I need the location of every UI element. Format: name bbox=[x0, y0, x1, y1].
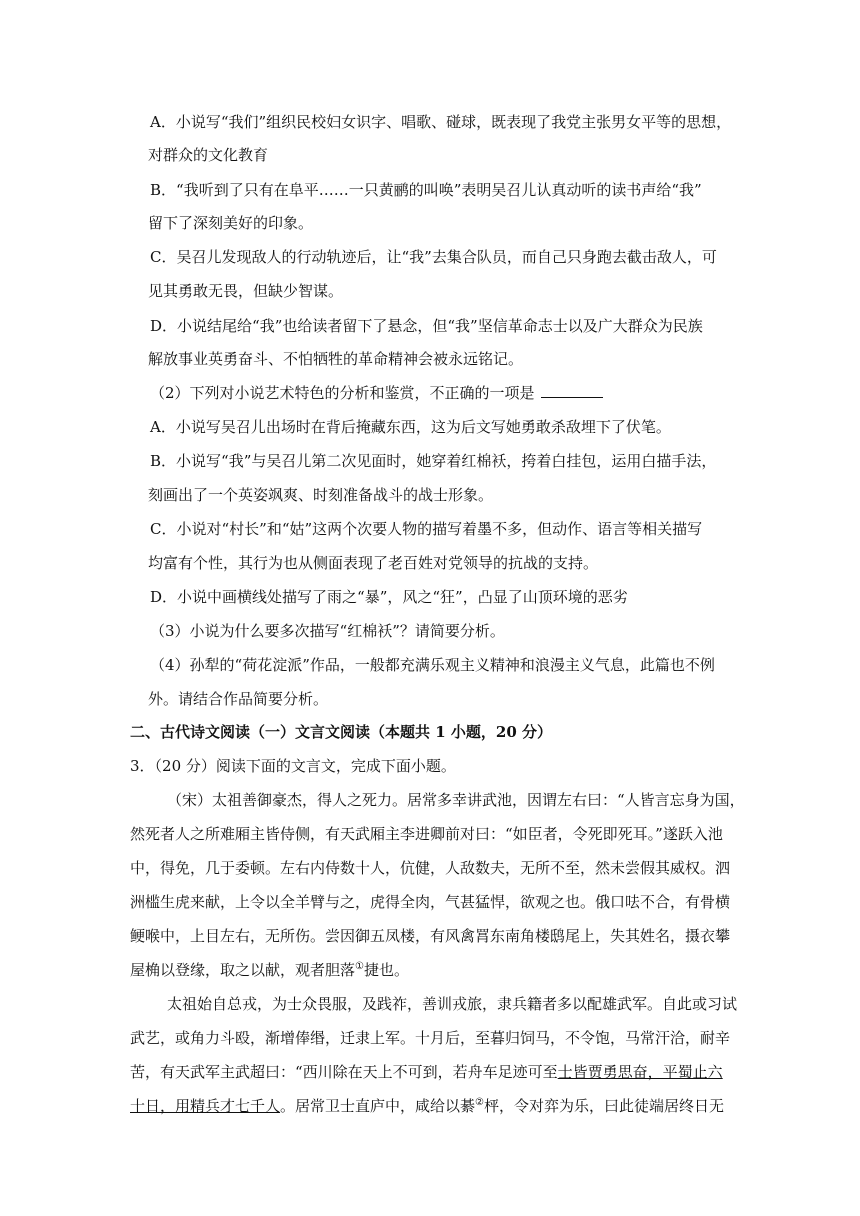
option-b-line-1: B．“我听到了只有在阜平……一只黄鹂的叫唤”表明吴召儿认真动听的读书声给“我” bbox=[150, 181, 702, 199]
option-a-line-1: A．小说写“我们”组织民校妇女识字、唱歌、碰球，既表现了我党主张男女平等的思想， bbox=[150, 113, 732, 131]
passage-line-9-text: 苦，有天武军主武超曰：“西川除在天上不可到，若舟车足迹可至 bbox=[130, 1063, 558, 1081]
question-2-text: （2）下列对小说艺术特色的分析和鉴赏，不正确的一项是 bbox=[150, 384, 535, 402]
q2-option-a: A．小说写吴召儿出场时在背后掩藏东西，这为后文写她勇敢杀敌埋下了伏笔。 bbox=[150, 418, 671, 436]
question-3-heading: 3．（20 分）阅读下面的文言文，完成下面小题。 bbox=[130, 757, 456, 775]
q2-option-b-line-2: 刻画出了一个英姿飒爽、时刻准备战斗的战士形象。 bbox=[148, 486, 494, 504]
option-c-line-1: C．吴召儿发现敌人的行动轨迹后，让“我”去集合队员，而自己只身跑去截击敌人，可 bbox=[150, 248, 717, 266]
passage-line-2: 然死者人之所难厢主皆侍侧，有天武厢主李进卿前对曰：“如臣者，令死即死耳。”遂跃入池 bbox=[130, 825, 723, 843]
question-4-line-2: 外。请结合作品简要分析。 bbox=[148, 690, 329, 708]
underlined-sentence-part-1: 士皆贾勇思奋，平蜀止六 bbox=[557, 1063, 723, 1081]
passage-line-3: 中，得免，几于委顿。左右内侍数十人，伉健，人敌数夫，无所不至，然未尝假其威权。泗 bbox=[130, 859, 731, 877]
q2-option-c-line-2: 均富有个性，其行为也从侧面表现了老百姓对党领导的抗战的支持。 bbox=[148, 554, 599, 572]
passage-line-9 bbox=[130, 1062, 723, 1082]
passage-line-5: 鲠喉中，上目左右，无所伤。尝因御五凤楼，有风禽罥东南角楼鸱尾上，失其姓名，摄衣攀 bbox=[130, 927, 731, 945]
passage-line-6 bbox=[130, 960, 715, 980]
option-d-line-2: 解放事业英勇奋斗、不怕牺牲的革命精神会被永远铭记。 bbox=[148, 350, 524, 368]
option-c-line-2: 见其勇敢无畏，但缺少智谋。 bbox=[148, 282, 344, 300]
section-heading: 二、古代诗文阅读（一）文言文阅读（本题共 1 小题，20 分） bbox=[130, 723, 552, 741]
passage-line-6-end: 捷也。 bbox=[363, 961, 409, 979]
passage-line-6-text: 屋桷以登缘，取之以献，观者胆落 bbox=[130, 961, 356, 979]
question-2-line bbox=[150, 383, 735, 403]
footnote-marker-1: ① bbox=[355, 961, 364, 972]
q2-option-c-line-1: C．小说对“村长”和“姑”这两个次要人物的描写着墨不多，但动作、语言等相关描写 bbox=[150, 520, 703, 538]
option-b-line-2: 留下了深刻美好的印象。 bbox=[148, 214, 314, 232]
option-d-line-1: D．小说结尾给“我”也给读者留下了悬念，但“我”坚信革命志士以及广大群众为民族 bbox=[150, 317, 703, 335]
q2-option-b-line-1: B．小说写“我”与吴召儿第二次见面时，她穿着红棉袄，挎着白挂包，运用白描手法， bbox=[150, 452, 717, 470]
passage-line-7: 太祖始自总戎，为士众畏服，及践祚，善训戎旅，隶兵籍者多以配雄武军。自此或习试 bbox=[167, 995, 738, 1013]
passage-line-1: （宋）太祖善御豪杰，得人之死力。居常多幸讲武池，因谓左右曰：“人皆言忘身为国， bbox=[167, 791, 745, 809]
question-3: （3）小说为什么要多次描写“红棉袄”？请简要分析。 bbox=[150, 622, 505, 640]
underlined-sentence-part-2: 十日，用精兵才七千人 bbox=[130, 1097, 281, 1115]
footnote-marker-2: ② bbox=[475, 1097, 484, 1108]
passage-line-10-text: 。居常卫士直庐中，咸给以綦 bbox=[280, 1097, 476, 1115]
passage-line-8: 武艺，或角力斗殴，渐增俸缗，迁隶上军。十月后，至暮归饲马，不令饱，马常汗洽，耐辛 bbox=[130, 1029, 731, 1047]
option-a-line-2: 对群众的文化教育 bbox=[148, 146, 269, 164]
passage-line-10-end: 枰，令对弈为乐，曰此徒端居终日无 bbox=[484, 1097, 725, 1115]
answer-blank bbox=[541, 383, 603, 398]
passage-line-4: 洲槛生虎来献，上令以全羊臂与之，虎得全肉，气甚猛悍，欲观之也。俄口呿不合，有骨横 bbox=[130, 893, 731, 911]
q2-option-d: D．小说中画横线处描写了雨之“暴”，风之“狂”，凸显了山顶环境的恶劣 bbox=[150, 588, 628, 606]
question-4-line-1: （4）孙犁的“荷花淀派”作品，一般都充满乐观主义精神和浪漫主义气息，此篇也不例 bbox=[150, 656, 715, 674]
passage-line-10 bbox=[130, 1096, 725, 1116]
